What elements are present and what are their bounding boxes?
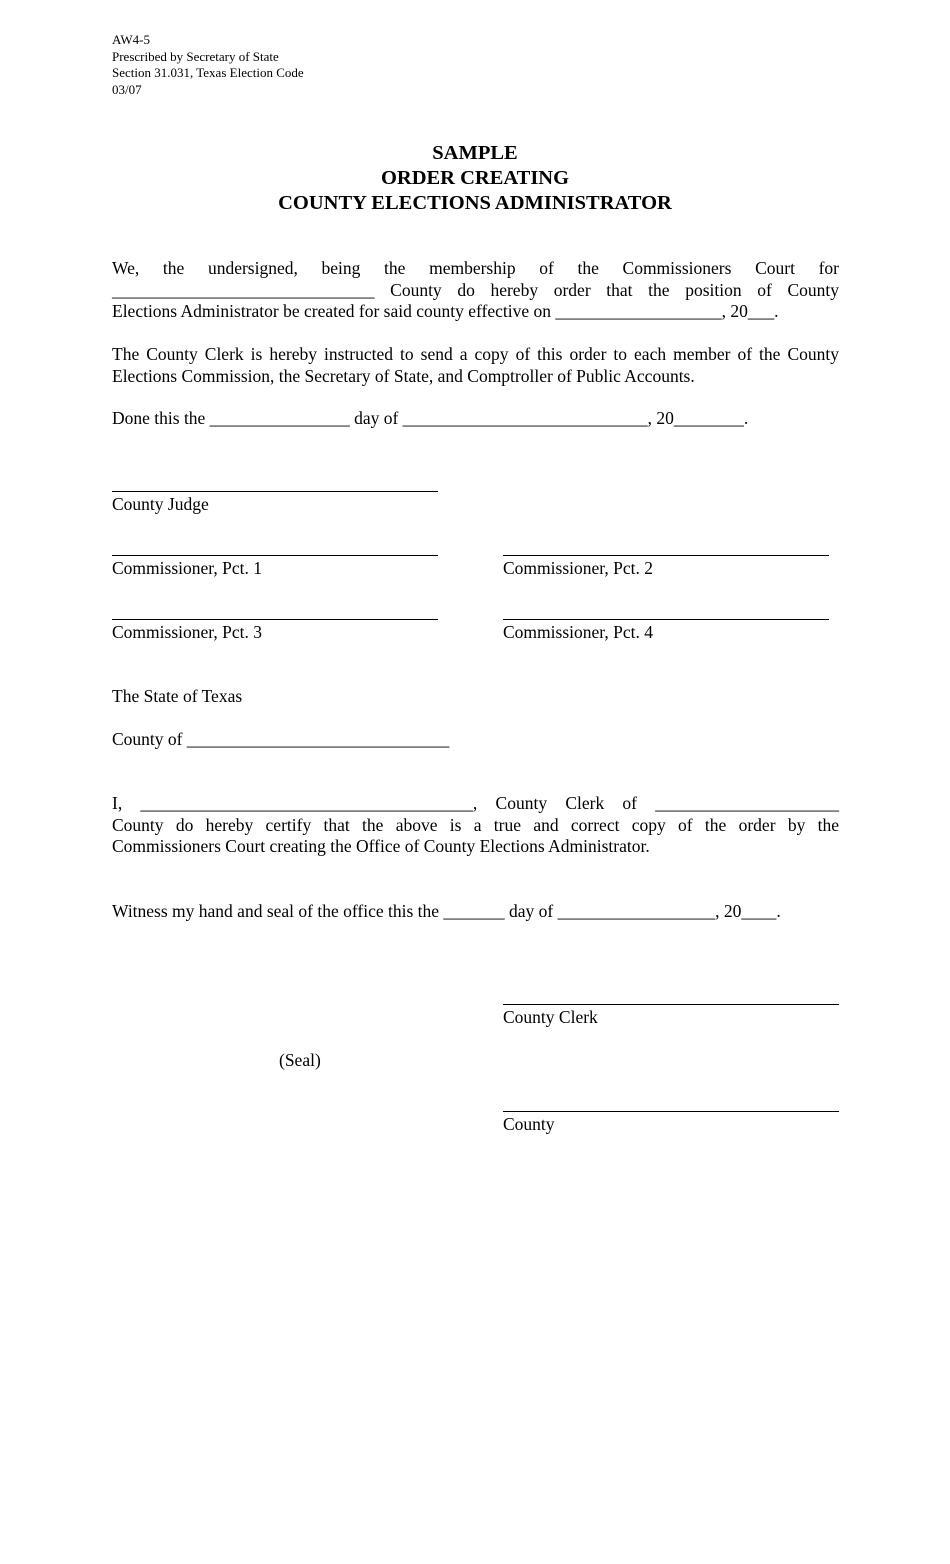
form-header [112, 32, 304, 98]
commissioner-2-label: Commissioner, Pct. 2 [503, 558, 653, 578]
order-line-2: ______________________________ County do hereby order that the position of County [112, 279, 839, 300]
prescribed-by: Prescribed by Secretary of State [112, 48, 279, 64]
form-date: 03/07 [112, 81, 142, 97]
certify-paragraph [112, 793, 839, 858]
clerk-line-2: Elections Commission, the Secretary of State, and Comptroller of Public Accounts. [112, 365, 695, 386]
commissioner-4-label: Commissioner, Pct. 4 [503, 622, 653, 642]
order-line-1: We, the undersigned, being the membership of the Commissioners Court for [112, 258, 839, 278]
county-label: County [503, 1114, 555, 1134]
certify-line-2: County do hereby certify that the above is a true and correct copy of the order by the [112, 814, 839, 835]
county-judge-label: County Judge [112, 494, 209, 514]
county-clerk-signature-line [503, 1004, 839, 1006]
clerk-instruction-paragraph [112, 344, 839, 387]
county-signature-line [503, 1111, 839, 1113]
certify-line-3: Commissioners Court creating the Office of County Elections Administrator. [112, 836, 650, 856]
commissioner-3-signature-line [112, 619, 438, 621]
commissioner-4-signature-line [503, 619, 829, 621]
commissioner-1-signature-line [112, 555, 438, 557]
order-line-3: Elections Administrator be created for said county effective on ___________________, 20___. [112, 301, 779, 321]
county-of-line: County of ______________________________ [112, 729, 450, 749]
statute-section: Section 31.031, Texas Election Code [112, 65, 304, 80]
county-clerk-label: County Clerk [503, 1007, 598, 1027]
document-title [0, 141, 950, 216]
form-number: AW4-5 [112, 32, 150, 47]
clerk-line-1: The County Clerk is hereby instructed to send a copy of this order to each member of the County [112, 344, 839, 364]
title-line-1: SAMPLE [432, 142, 518, 164]
order-paragraph [112, 258, 839, 323]
done-this-line: Done this the ________________ day of ____________________________, 20________. [112, 408, 749, 428]
witness-line: Witness my hand and seal of the office this the _______ day of __________________, 20____. [112, 901, 781, 921]
certify-line-1: I, ______________________________________, County Clerk of _____________________ [112, 793, 839, 813]
title-line-2: ORDER CREATING [380, 167, 570, 189]
seal-placeholder: (Seal) [279, 1050, 321, 1070]
commissioner-3-label: Commissioner, Pct. 3 [112, 622, 262, 642]
state-of-texas: The State of Texas [112, 686, 243, 706]
commissioner-2-signature-line [503, 555, 829, 557]
commissioner-1-label: Commissioner, Pct. 1 [112, 558, 262, 578]
title-line-3: COUNTY ELECTIONS ADMINISTRATOR [278, 192, 672, 214]
county-judge-signature-line [112, 491, 438, 493]
